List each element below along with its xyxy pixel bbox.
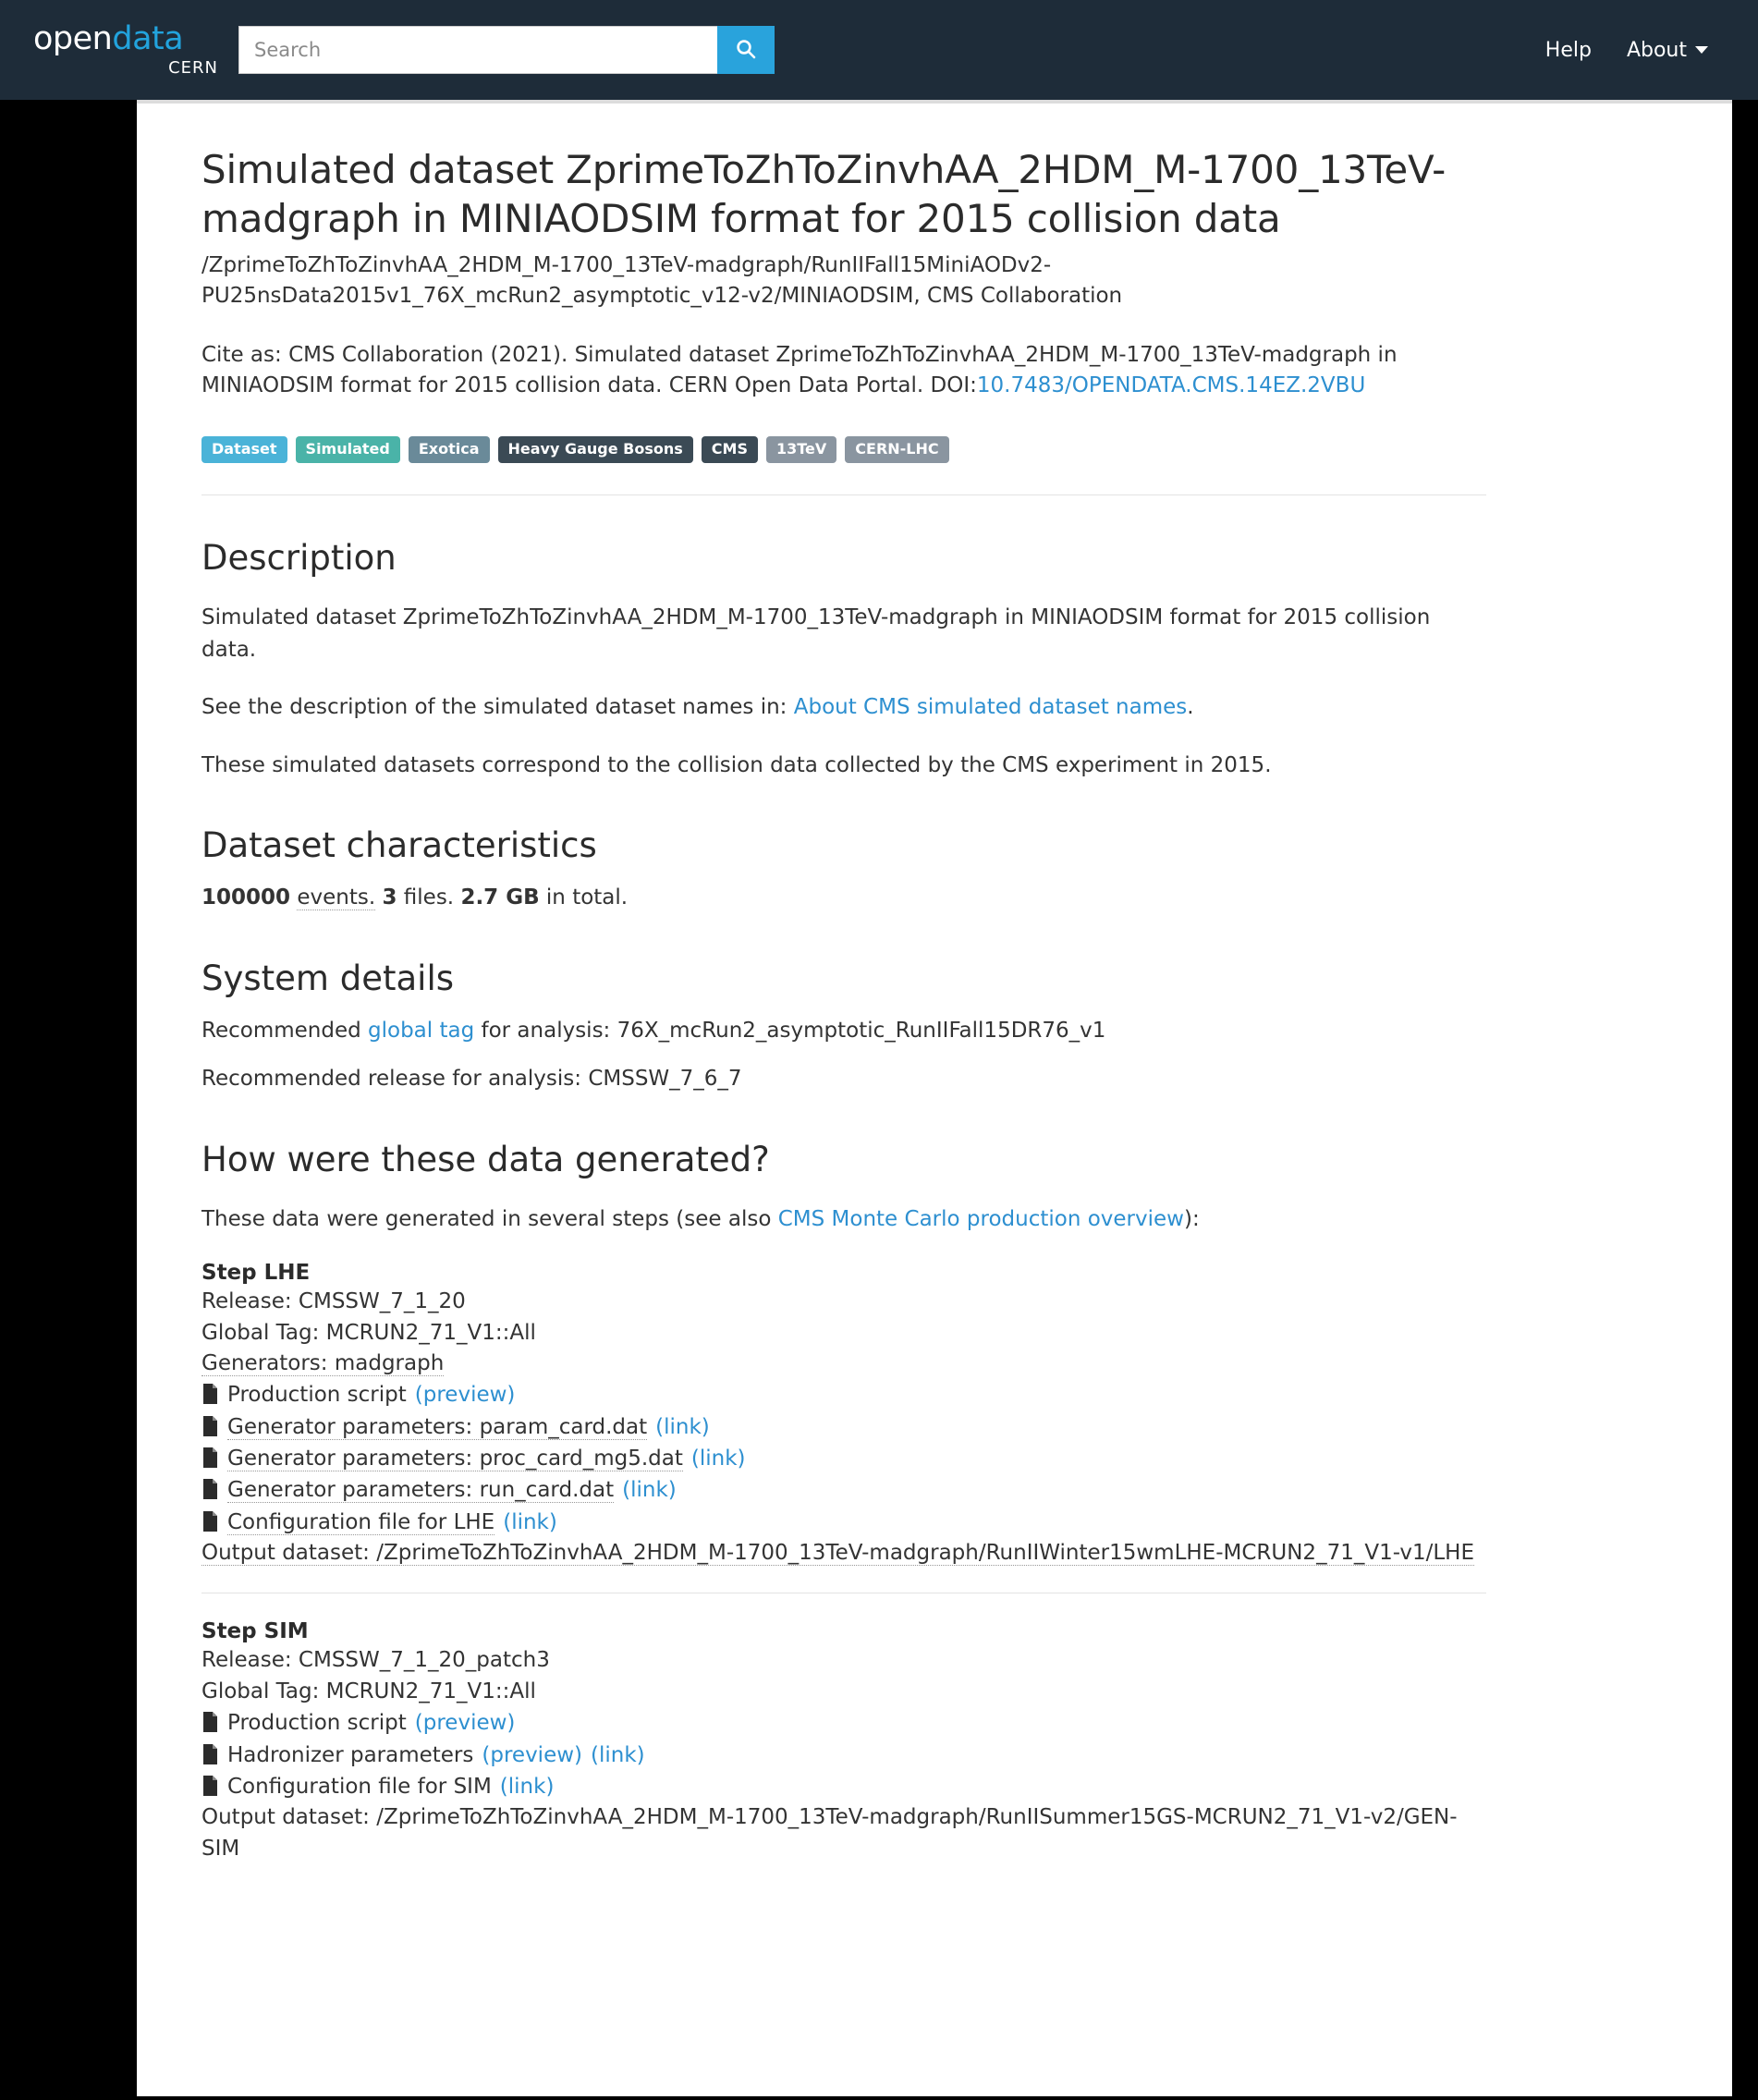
brand-logo[interactable] [33, 20, 218, 78]
step-file-label: Production script [227, 1383, 407, 1408]
page-title: Simulated dataset ZprimeToZhToZinvhAA_2HDM_M-1700_13TeV-madgraph in MINIAODSIM format for 2015 collision data [201, 147, 1447, 241]
status-badge[interactable]: CMS [702, 436, 758, 463]
nav-help-link[interactable]: Help [1544, 38, 1592, 62]
step-file-row [201, 1740, 1486, 1771]
step-file-link[interactable]: (preview) [414, 1711, 516, 1736]
characteristics-section [201, 825, 1486, 914]
file-count: 3 [382, 885, 397, 910]
search-bar [238, 26, 775, 74]
step-file-link[interactable]: (link) [499, 1774, 555, 1799]
size-label: in total. [545, 885, 629, 910]
nav-about-dropdown[interactable] [1627, 39, 1708, 62]
step-file-label: Configuration file for SIM [227, 1774, 492, 1799]
step-generators: Generators: madgraph [201, 1351, 445, 1376]
top-navbar [0, 0, 1758, 100]
search-button[interactable] [717, 26, 775, 74]
search-input[interactable] [238, 26, 717, 74]
files-label: files. [403, 885, 455, 910]
step-file-link[interactable]: (link) [655, 1414, 710, 1439]
simulated-dataset-names-link[interactable]: About CMS simulated dataset names [793, 695, 1188, 720]
step-release: Release: CMSSW_7_1_20 [201, 1289, 466, 1314]
file-icon [201, 1478, 219, 1500]
navbar-right [1545, 39, 1725, 62]
divider [201, 494, 1486, 495]
brand-logo-subtext: CERN [168, 58, 218, 78]
step-global-tag: Global Tag: MCRUN2_71_V1::All [201, 1679, 536, 1703]
nav-about-label: About [1626, 38, 1687, 62]
step-file-label: Generator parameters: run_card.dat [227, 1478, 615, 1503]
step-file-row [201, 1443, 1486, 1474]
description-paragraph-1: Simulated dataset ZprimeToZhToZinvhAA_2HDM_M-1700_13TeV-madgraph in MINIAODSIM format for 2015 collision data. [201, 605, 1431, 662]
step-file-label: Production script [227, 1711, 407, 1736]
global-tag-line [201, 1015, 1486, 1047]
step-file-row [201, 1379, 1486, 1410]
file-icon [201, 1383, 219, 1405]
step-file-link[interactable]: (link) [591, 1742, 645, 1767]
generation-heading: How were these data generated? [201, 1139, 770, 1179]
step-file-row [201, 1707, 1486, 1739]
global-tag-mid: for analysis: [474, 1018, 617, 1043]
status-badge[interactable]: CERN-LHC [845, 436, 948, 463]
step-file-link[interactable]: (preview) [414, 1383, 516, 1408]
record-content [137, 104, 1551, 1888]
generation-intro-prefix: These data were generated in several steps (see also [201, 1206, 778, 1231]
generation-section [201, 1140, 1486, 1888]
step-release: Release: CMSSW_7_1_20_patch3 [201, 1648, 550, 1673]
step-title: Step LHE [201, 1261, 311, 1286]
release-line: Recommended release for analysis: CMSSW_7_6_7 [201, 1067, 742, 1092]
step-file-label: Hadronizer parameters [227, 1742, 474, 1767]
step-file-row [201, 1771, 1486, 1802]
events-label: events. [297, 885, 376, 910]
global-tag-prefix: Recommended [201, 1018, 369, 1043]
step-global-tag: Global Tag: MCRUN2_71_V1::All [201, 1320, 536, 1345]
event-count: 100000 [201, 885, 291, 910]
status-badge[interactable]: Simulated [296, 436, 400, 463]
step-output-dataset: Output dataset: /ZprimeToZhToZinvhAA_2HDM_M-1700_13TeV-madgraph/RunIISummer15GS-MCRUN2_71_V1-v2/GEN-SIM [201, 1805, 1458, 1861]
file-icon [201, 1510, 219, 1532]
global-tag-value: 76X_mcRun2_asymptotic_RunIIFall15DR76_v1 [617, 1018, 1106, 1043]
step-file-label: Generator parameters: param_card.dat [227, 1414, 648, 1439]
chevron-down-icon [1695, 46, 1708, 54]
description-paragraph-2 [201, 691, 1486, 724]
description-paragraph-2-suffix: . [1187, 695, 1194, 720]
badge-list [201, 436, 1486, 463]
step-file-row [201, 1474, 1486, 1506]
step-file-link[interactable]: (link) [503, 1509, 557, 1534]
step-file-link[interactable]: (link) [690, 1447, 746, 1471]
status-badge[interactable]: Heavy Gauge Bosons [498, 436, 693, 463]
system-details-heading: System details [201, 958, 455, 998]
status-badge[interactable]: Dataset [201, 436, 287, 463]
description-paragraph-2-prefix: See the description of the simulated dataset names in: [201, 695, 794, 720]
step-file-row [201, 1411, 1486, 1443]
generation-intro [201, 1203, 1486, 1236]
file-icon [201, 1743, 219, 1765]
file-icon [201, 1711, 219, 1733]
generation-steps [201, 1261, 1486, 1888]
generation-step [201, 1261, 1486, 1593]
file-icon [201, 1775, 219, 1797]
generation-step [201, 1619, 1486, 1887]
characteristics-summary [201, 882, 1486, 914]
description-paragraph-3: These simulated datasets correspond to the collision data collected by the CMS experiment in 2015. [201, 752, 1272, 777]
monte-carlo-overview-link[interactable]: CMS Monte Carlo production overview [777, 1206, 1184, 1231]
step-file-row [201, 1507, 1486, 1538]
status-badge[interactable]: Exotica [409, 436, 490, 463]
global-tag-link[interactable]: global tag [368, 1018, 475, 1043]
doi-link[interactable]: 10.7483/OPENDATA.CMS.14EZ.2VBU [976, 373, 1366, 398]
file-icon [201, 1415, 219, 1437]
file-icon [201, 1447, 219, 1469]
step-file-label: Configuration file for LHE [227, 1509, 495, 1534]
generation-intro-suffix: ): [1183, 1206, 1200, 1231]
system-details-section [201, 958, 1486, 1095]
description-heading: Description [201, 538, 397, 579]
step-file-label: Generator parameters: proc_card_mg5.dat [227, 1447, 683, 1471]
citation-text: Cite as: CMS Collaboration (2021). Simulated dataset ZprimeToZhToZinvhAA_2HDM_M-1700_13TeV-madgraph in MINIAODSIM format for 2015 collision data. CERN Open Data Portal. DOI: [201, 342, 1398, 398]
content-panel [137, 100, 1732, 2096]
brand-logo-text: opendata [33, 20, 184, 57]
step-title: Step SIM [201, 1619, 309, 1644]
description-section [201, 538, 1486, 781]
step-file-link[interactable]: (preview) [482, 1742, 583, 1767]
status-badge[interactable]: 13TeV [766, 436, 836, 463]
citation [201, 340, 1486, 402]
step-output-dataset: Output dataset: /ZprimeToZhToZinvhAA_2HDM_M-1700_13TeV-madgraph/RunIIWinter15wmLHE-MCRUN2_71_V1-v1/LHE [201, 1541, 1475, 1566]
dataset-path-subtitle: /ZprimeToZhToZinvhAA_2HDM_M-1700_13TeV-madgraph/RunIIFall15MiniAODv2-PU25nsData2015v1_76X_mcRun2_asymptotic_v12-v2/MINIAODSIM, CMS Collaboration [201, 253, 1123, 309]
total-size: 2.7 GB [460, 885, 540, 910]
search-icon [735, 38, 757, 63]
characteristics-heading: Dataset characteristics [201, 825, 597, 866]
step-file-link[interactable]: (link) [622, 1478, 677, 1503]
